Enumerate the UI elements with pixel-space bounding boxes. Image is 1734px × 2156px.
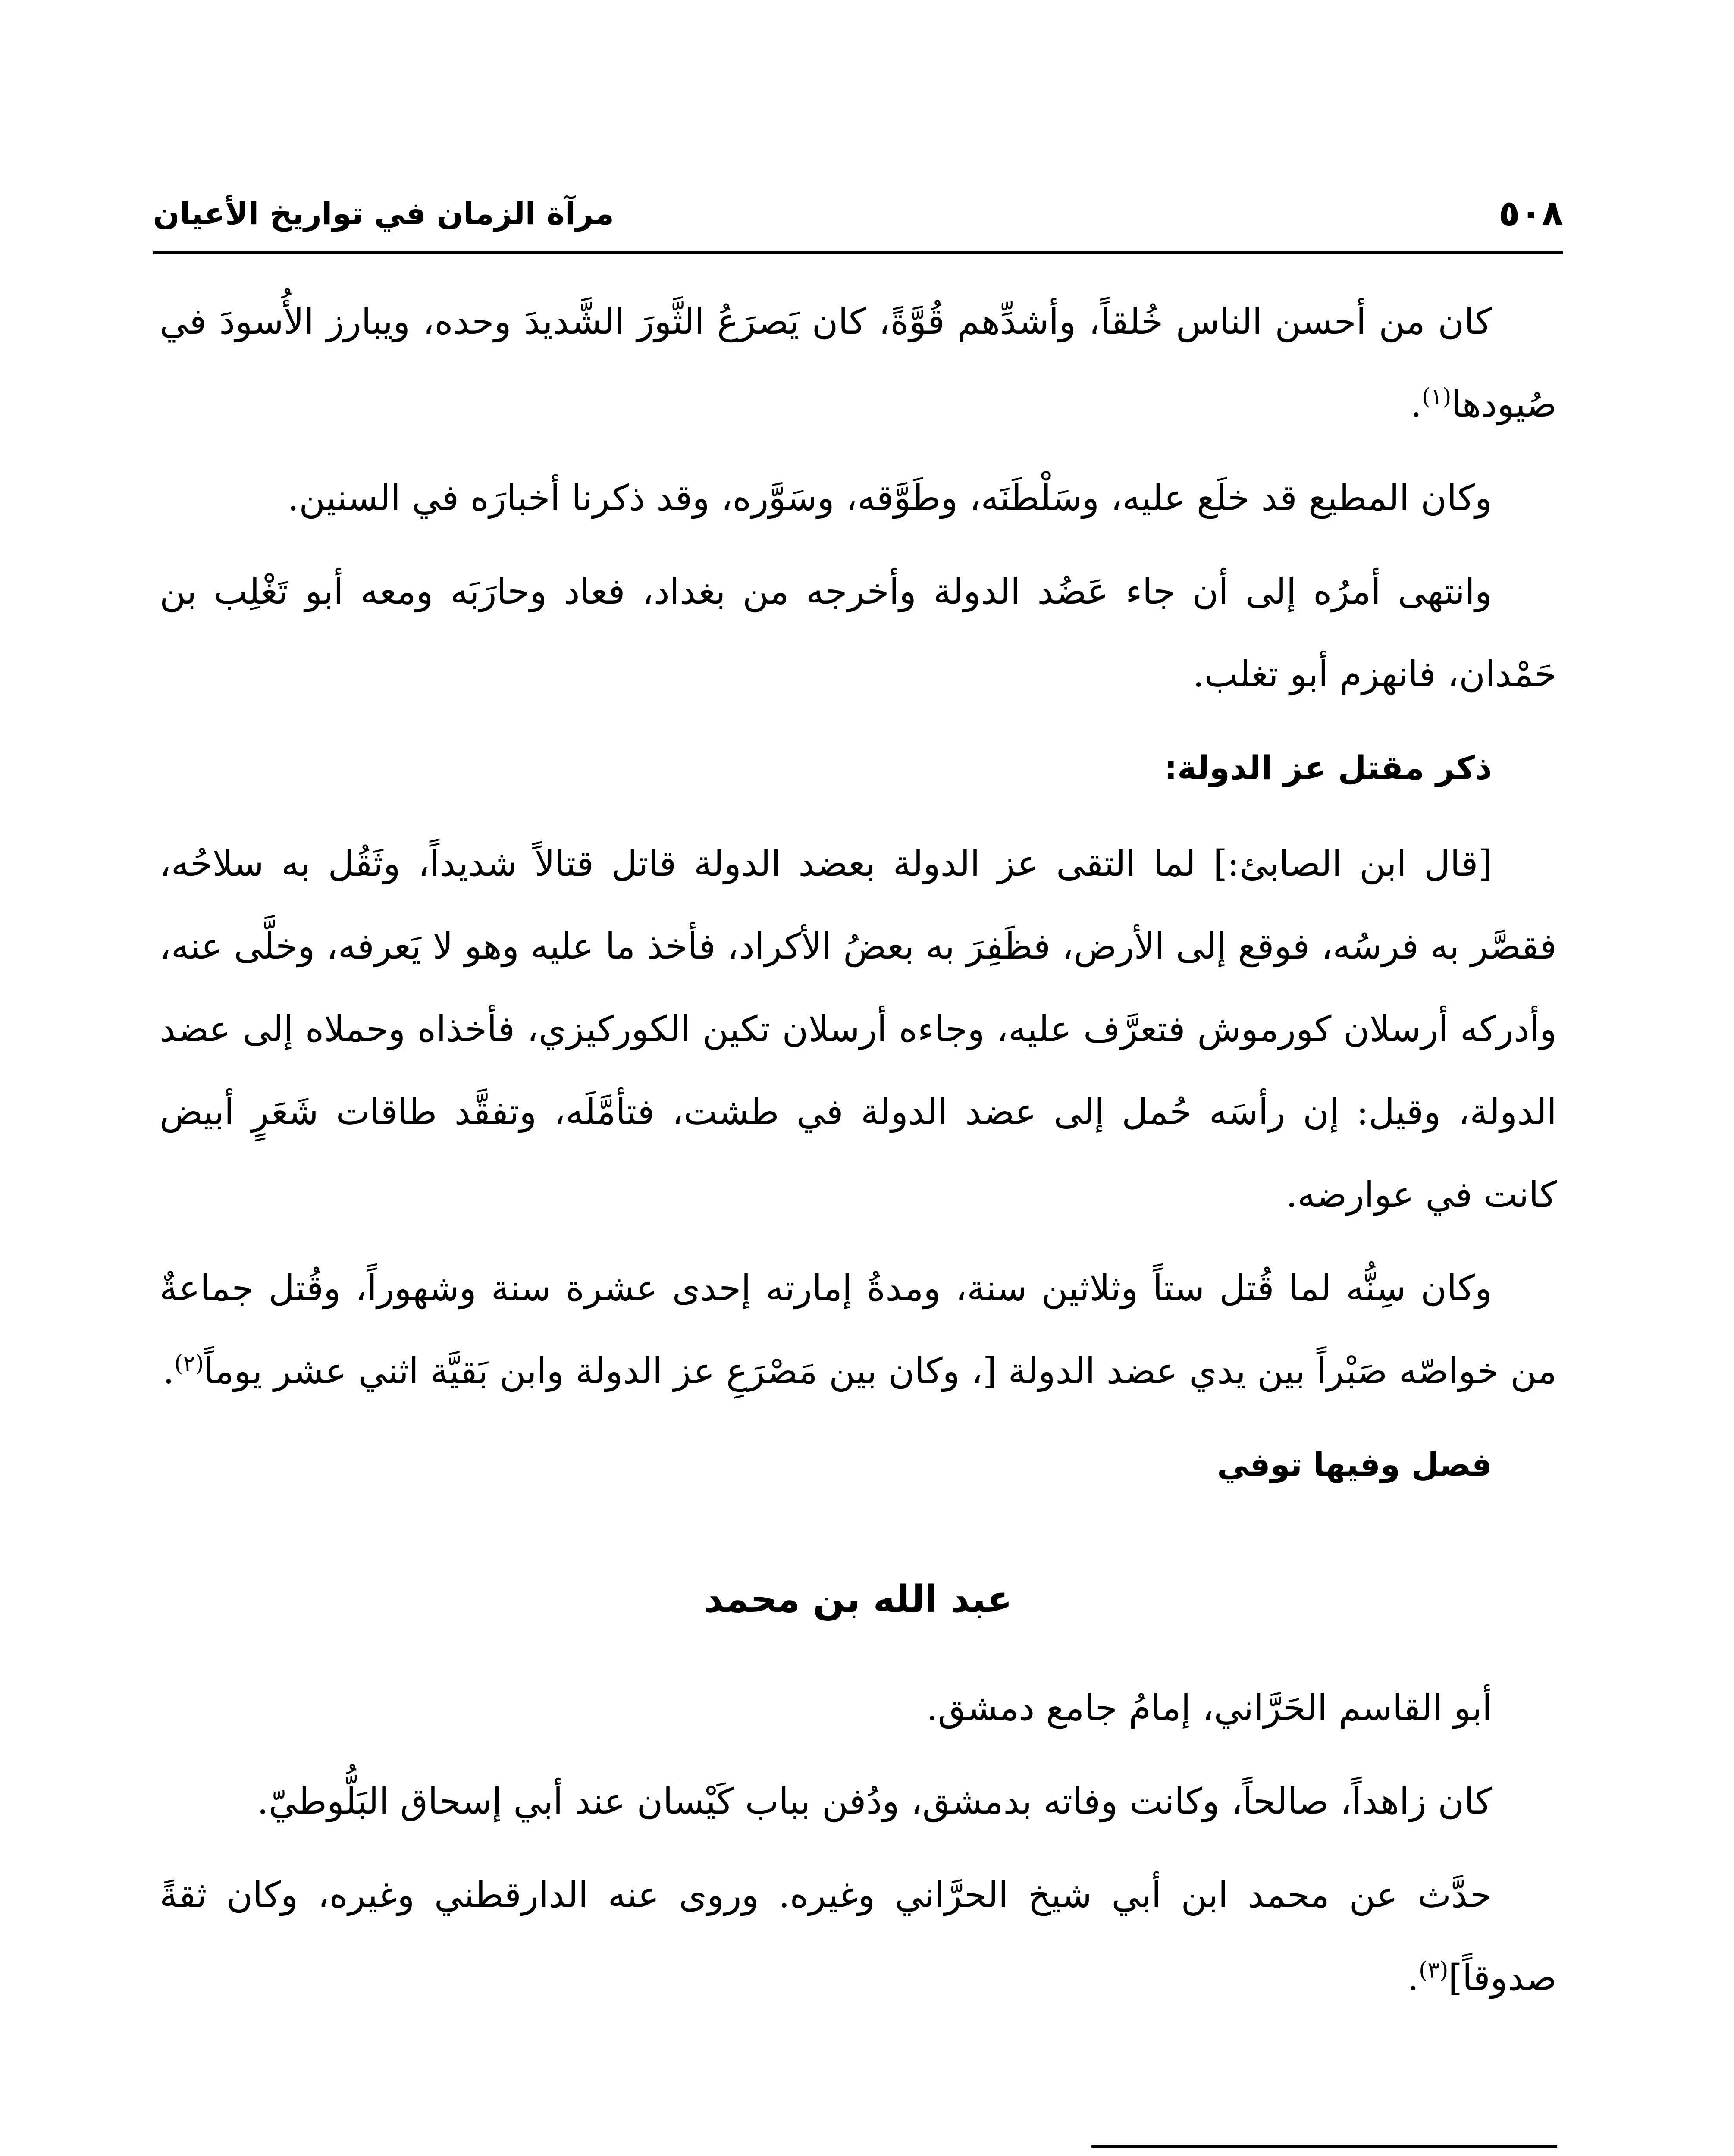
- biography-title: عبد الله بن محمد: [704, 1578, 1013, 1621]
- paragraph: وانتهى أمرُه إلى أن جاء عَضُد الدولة وأخرجه من بغداد، فعاد وحارَبَه ومعه أبو تَغْلِب بن حَمْدان، فانهزم أبو تغلب.: [160, 570, 1557, 695]
- main-text: [160, 280, 1557, 2030]
- chapter-heading: فصل وفيها توفي: [1217, 1446, 1492, 1483]
- paragraph: [160, 1854, 1557, 2019]
- paragraph: أبو القاسم الحَرَّاني، إمامُ جامع دمشق.: [926, 1687, 1492, 1729]
- paragraph-end: .: [163, 1350, 175, 1392]
- paragraph: [160, 280, 1557, 446]
- paragraph: وكان المطيع قد خلَع عليه، وسَلْطَنَه، وطَوَّقه، وسَوَّره، وقد ذكرنا أخبارَه في السنين.: [287, 477, 1492, 519]
- paragraph: [قال ابن الصابئ:] لما التقى عز الدولة بعضد الدولة قاتل قتالاً شديداً، وثَقُل به سلاحُه، فقصَّر به فرسُه، فوقع إلى الأرض، فظَفِرَ به بعضُ الأكراد، فأخذ ما عليه وهو لا يَعرفه، وخلَّى عنه، وأدركه أرسلان كورموش فتعرَّف عليه، وجاءه أرسلان تكين الكوركيزي، فأخذاه وحملاه إلى عضد الدولة، وقيل: إن رأسَه حُمل إلى عضد الدولة في طشت، فتأمَّلَه، وتفقَّد طاقات شَعَرٍ أبيض كانت في عوارضه.: [160, 843, 1557, 1216]
- paragraph-end: .: [1407, 1957, 1419, 1999]
- running-title: مرآة الزمان في تواريخ الأعيان: [153, 195, 614, 232]
- paragraph: كان زاهداً، صالحاً، وكانت وفاته بدمشق، ودُفن بباب كَيْسان عند أبي إسحاق البَلُّوطيّ.: [257, 1780, 1492, 1822]
- page-header: [153, 181, 1563, 254]
- paragraph: [160, 1247, 1557, 1413]
- page-number: ٥٠٨: [1498, 193, 1563, 234]
- paragraph-end: .: [1410, 383, 1422, 425]
- footnote-marker: (١): [1422, 384, 1452, 410]
- paragraph-text: وكان سِنُّه لما قُتل ستاً وثلاثين سنة، ومدةُ إمارته إحدى عشرة سنة وشهوراً، وقُتل جماعةٌ من خواصّه صَبْراً بين يدي عضد الدولة [، وكان بين مَصْرَعِ عز الدولة وابن بَقيَّة اثني عشر يوماً: [160, 1267, 1557, 1392]
- section-heading: ذكر مقتل عز الدولة:: [1164, 749, 1492, 787]
- paragraph-text: حدَّث عن محمد ابن أبي شيخ الحرَّاني وغيره. وروى عنه الدارقطني وغيره، وكان ثقةً صدوقاً]: [160, 1874, 1557, 1999]
- paragraph-text: كان من أحسن الناس خُلقاً، وأشدِّهم قُوَّةً، كان يَصرَعُ الثَّورَ الشَّديدَ وحده، ويبارز الأُسودَ في صُيودها: [160, 301, 1557, 425]
- footnote-marker: (٢): [174, 1351, 204, 1377]
- footnote-separator: [1091, 2145, 1557, 2148]
- footnote-marker: (٣): [1418, 1957, 1449, 1984]
- header-rule: [153, 251, 1563, 254]
